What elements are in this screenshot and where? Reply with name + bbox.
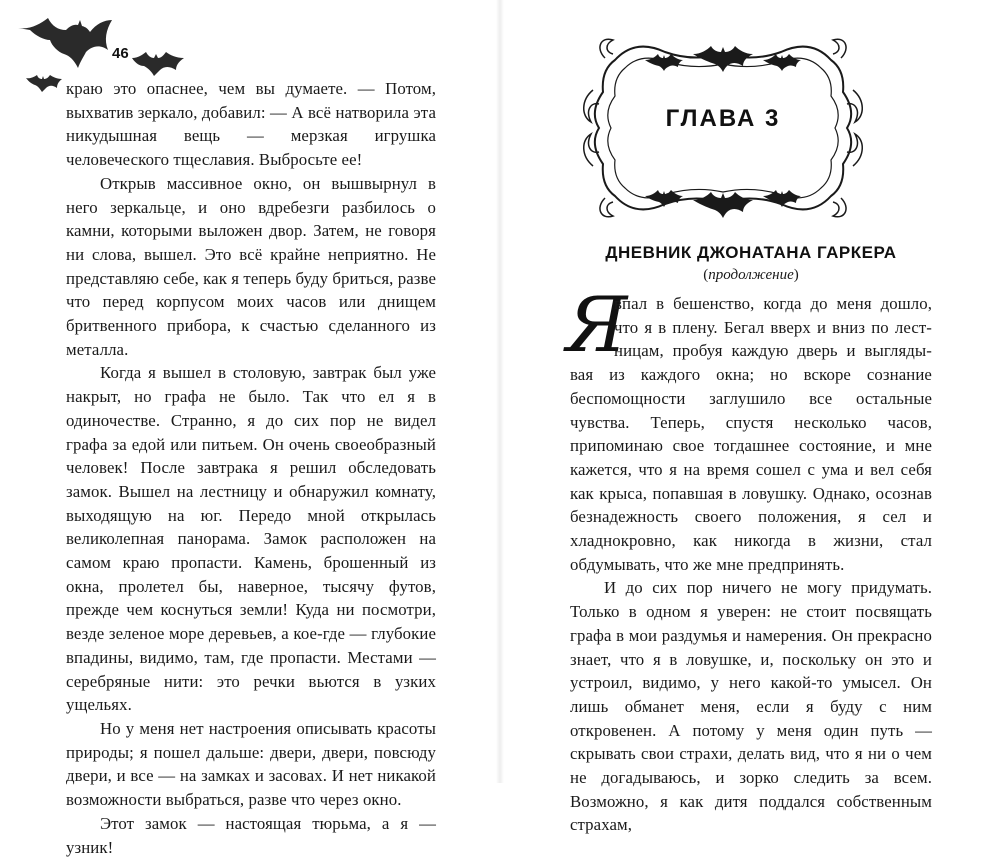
right-page-text — [570, 292, 932, 837]
drop-cap: Я — [566, 280, 628, 369]
left-page — [0, 0, 500, 857]
paragraph: И до сих пор ничего не могу придумать. Только в одном я уверен: не стоит посвящать графа в мои раздумья и намерения. Он прекрасно знает, что я в ловушке, и, поскольку он это и устроил, видимо, у него какой-то умысел. Он лишь обманет меня, если я буду с ним откровенен. А потому у меня один путь — скрывать свои страхи, делать вид, что я ни о чем не догадываюсь, и зорко следить за всем. Возможно, я как дитя поддался собственным страхам, — [570, 578, 932, 835]
paragraph: Когда я вышел в столовую, завтрак был уже накрыт, но графа не было. Так что ел я в одиночестве. Странно, я до сих пор не видел графа за едой или питьем. Он очень своеобразный человек! После завтрака я решил обследовать замок. Вышел на лестницу и обнаружил комнату, выходящую на юг. Передо мной открылась великолепная панорама. Замок расположен на самом краю пропасти. Камень, брошенный из окна, пролетел бы, наверное, тысячу футов, прежде чем коснуться земли! Куда ни посмотри, везде зеленое море деревьев, а кое-где — глубокие впадины, видимо, там, где пропасти. Местами — серебряные нити: это речки вьются в узких ущельях. — [66, 363, 436, 715]
dropcap-line: впал в бешенство, когда до меня дошло, — [614, 294, 932, 313]
paragraph: вая из каждого окна; но вскоре сознание беспомощности заглушило все остальные чувства. Теперь, спустя несколько часов, припоминаю свое тогдашнее состояние, и мне кажется, что я на время сошел с ума и вел себя как крыса, попавшая в ловушку. Однако, осознав безнадежность своего положения, я сел и хладнокровно, как никогда в жизни, стал обдумывать, что же мне предпринять. — [570, 365, 932, 574]
dropcap-line: ницам, пробуя каждую дверь и выгляды- — [614, 341, 932, 361]
page-number: 46 — [112, 45, 129, 62]
dropcap-lines — [570, 292, 932, 363]
dropcap-line: что я в плену. Бегал вверх и вниз по лест- — [614, 317, 932, 337]
paragraph: Этот замок — настоящая тюрьма, а я — узник! — [66, 813, 436, 857]
chapter-title: ГЛАВА 3 — [665, 105, 781, 132]
paragraph: краю это опаснее, чем вы думаете. — Потом, выхватив зеркало, добавил: — А всё натворила эта никудышная вещь — мерзкая игрушка человеческого тщеславия. Выбросьте ее! — [66, 79, 436, 170]
paren-open: ( — [703, 267, 709, 283]
right-page — [500, 0, 1001, 835]
section-title: ДНЕВНИК ДЖОНАТАНА ГАРКЕРА — [605, 243, 897, 262]
continuation-word: продолжение — [708, 267, 794, 283]
paren-close: ) — [793, 267, 799, 283]
left-page-text — [66, 77, 436, 859]
paragraph: Открыв массивное окно, он вышвырнул в него зеркальце, и оно вдребезги разбилось о камни, которыми выложен двор. Затем, не говоря ни слова, вышел. Это всё крайне неприятно. Не представляю себе, как я теперь буду бриться, разве что перед корпусом моих часов или днищем бритвенного прибора, к счастью сделанного из металла. — [66, 173, 436, 359]
paragraph: Но у меня нет настроения описывать красоты природы; я пошел дальше: двери, двери, повсюду двери, и все — на замках и засовах. И нет никакой возможности выбраться, разве что через окно. — [66, 718, 436, 810]
